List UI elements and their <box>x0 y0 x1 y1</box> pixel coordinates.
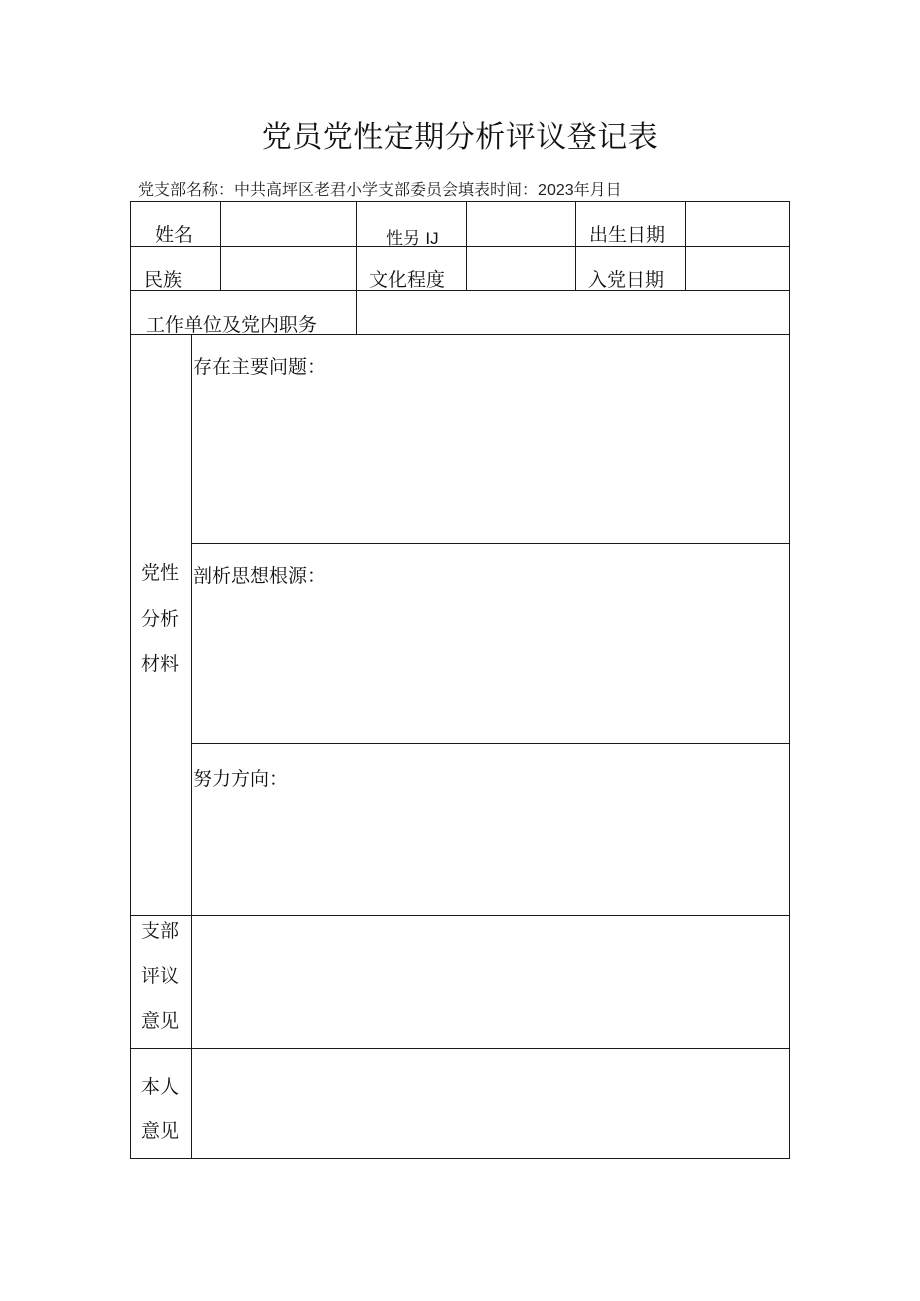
roots-label: 剖析思想根源： <box>193 565 327 587</box>
self-opinion-side-cell <box>130 1048 192 1159</box>
work-unit-label-cell <box>130 290 357 335</box>
page-title: 党员党性定期分析评议登记表 <box>261 120 659 155</box>
branch-opinion-label-2: 评议 <box>141 965 180 987</box>
join-date-label-cell <box>575 246 686 291</box>
direction-label: 努力方向： <box>193 768 289 790</box>
branch-opinion-side-cell <box>130 915 192 1049</box>
branch-opinion-label-3: 意见 <box>141 1010 180 1032</box>
join-date-field[interactable] <box>685 246 790 291</box>
fill-date-suffix: 年月日 <box>573 180 622 199</box>
join-date-label: 入党日期 <box>588 269 665 291</box>
ethnicity-field[interactable] <box>220 246 357 291</box>
ethnicity-label-cell <box>130 246 221 291</box>
work-unit-label: 工作单位及党内职务 <box>146 314 318 336</box>
branch-opinion-label-1: 支部 <box>141 920 180 942</box>
fill-year: 2023 <box>538 182 574 199</box>
analysis-side-label-1: 党性 <box>141 562 180 584</box>
self-opinion-field[interactable] <box>191 1048 790 1159</box>
name-label: 姓名 <box>155 224 194 246</box>
education-field[interactable] <box>466 246 576 291</box>
birth-date-label: 出生日期 <box>589 224 666 246</box>
gender-label-latin: IJ <box>425 229 439 248</box>
problems-field[interactable] <box>191 334 790 544</box>
gender-field[interactable] <box>466 201 576 247</box>
education-label: 文化程度 <box>369 269 446 291</box>
branch-name-value: 中共高坪区老君小学支部委员会 <box>234 180 459 199</box>
name-label-cell <box>130 201 221 247</box>
name-field[interactable] <box>220 201 357 247</box>
branch-opinion-field[interactable] <box>191 915 790 1049</box>
roots-field[interactable] <box>191 543 790 744</box>
birth-date-label-cell <box>575 201 686 247</box>
education-label-cell <box>356 246 467 291</box>
gender-label-cn: 性另 <box>386 229 420 249</box>
direction-field[interactable] <box>191 743 790 916</box>
analysis-side-cell <box>130 334 192 916</box>
fill-time-label: 填表时间： <box>458 180 539 199</box>
birth-date-field[interactable] <box>685 201 790 247</box>
self-opinion-label-2: 意见 <box>141 1120 180 1142</box>
form-header-line <box>138 177 622 200</box>
problems-label: 存在主要问题： <box>193 356 327 378</box>
work-unit-field[interactable] <box>356 290 790 335</box>
analysis-side-label-3: 材料 <box>141 653 180 675</box>
gender-label-cell <box>356 201 467 247</box>
branch-name-label: 党支部名称： <box>138 180 235 199</box>
ethnicity-label: 民族 <box>144 269 183 291</box>
analysis-side-label-2: 分析 <box>141 608 180 630</box>
self-opinion-label-1: 本人 <box>141 1076 180 1098</box>
